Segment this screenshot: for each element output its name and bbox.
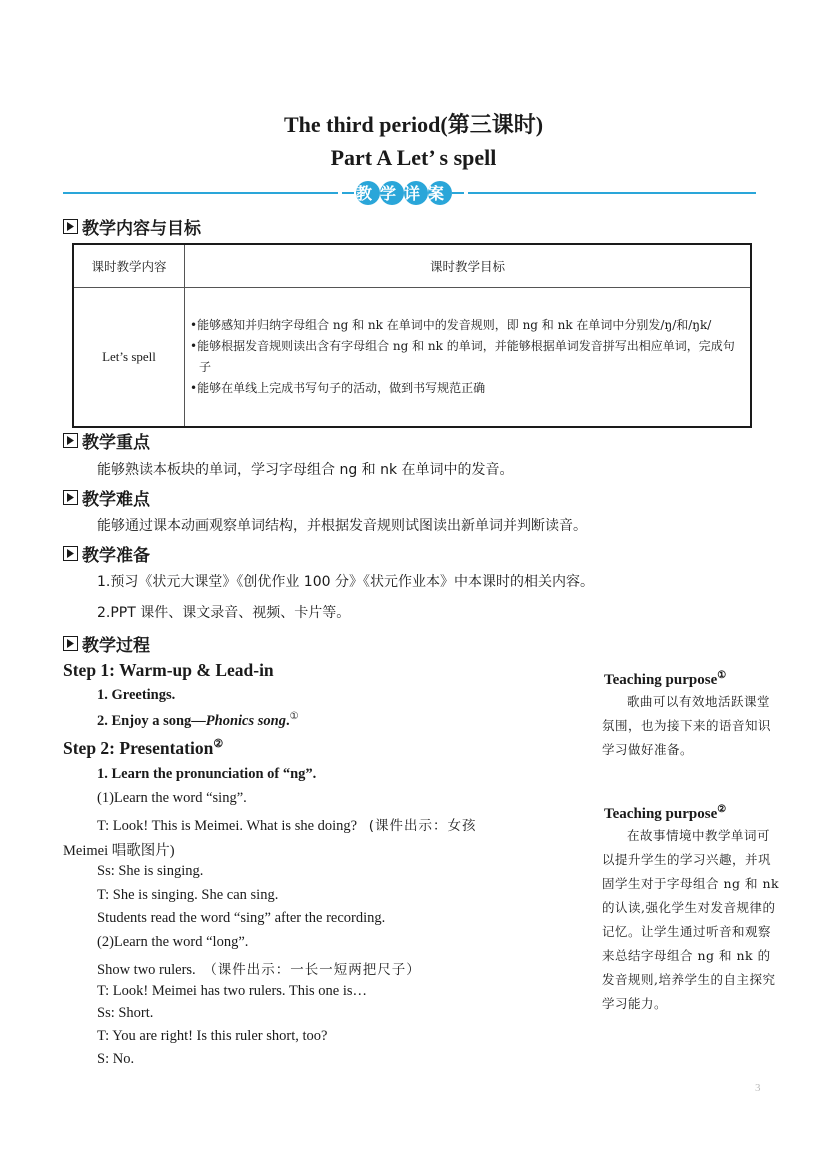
step2-heading: Step 2: Presentation② <box>63 737 224 758</box>
process-line: S: No. <box>97 1051 135 1067</box>
process-line: (2)Learn the word “long”. <box>97 934 249 950</box>
process-line: Ss: She is singing. <box>97 863 204 879</box>
key-points-text: 能够熟读本板块的单词，学习字母组合 ng 和 nk 在单词中的发音。 <box>97 462 514 478</box>
preparation-item: 2.PPT 课件、课文录音、视频、卡片等。 <box>97 605 351 621</box>
song-name: Phonics song <box>205 712 286 729</box>
goal-item: •能够感知并归纳字母组合 ng 和 nk 在单词中的发音规则，即 ng 和 nk 在单词中分别发/ŋ/和/ŋk/ <box>190 318 712 332</box>
banner-badge <box>338 179 468 207</box>
process-line: (1)Learn the word “sing”. <box>97 790 247 806</box>
page-title: The third period(第三课时) <box>283 112 544 137</box>
process-line: T: You are right! Is this ruler short, too? <box>97 1028 328 1044</box>
triangle-icon <box>63 636 78 651</box>
banner-text: 教学详案 <box>355 184 453 203</box>
goal-item: •能够在单线上完成书写句子的活动，做到书写规范正确 <box>190 381 486 395</box>
process-line: Meimei 唱歌图片) <box>63 843 175 859</box>
section-heading-key-points: 教学重点 <box>63 428 150 453</box>
step1-greetings: 1. Greetings. <box>97 687 176 703</box>
section-heading-content-goals: 教学内容与目标 <box>63 214 201 239</box>
section-heading-preparation: 教学准备 <box>63 541 150 566</box>
goals-table <box>72 243 752 428</box>
page-subtitle: Part A Let’ s spell <box>330 145 497 170</box>
process-line: Show two rulers. （课件出示：一长一短两把尺子） <box>97 962 421 978</box>
step1-song: 2. Enjoy a song—Phonics song.① <box>97 711 299 729</box>
teaching-purpose-1-text: 歌曲可以有效地活跃课堂氛围，也为接下来的语音知识学习做好准备。 <box>602 694 772 757</box>
process-line: Ss: Short. <box>97 1005 154 1021</box>
teaching-purpose-2-text: 在故事情境中教学单词可以提升学生的学习兴趣，并巩固学生对于字母组合 ng 和 nk 的认读,强化学生对发音规律的记忆。让学生通过听音和观察来总结字母组合 ng 和 nk 的发音规则,培养学生的自主探究学习能力。 <box>602 828 780 1011</box>
table-header-goals: 课时教学目标 <box>185 244 752 288</box>
triangle-icon <box>63 546 78 561</box>
process-line: Students read the word “sing” after the recording. <box>97 910 386 926</box>
page-number: 3 <box>755 1082 761 1094</box>
section-heading-process: 教学过程 <box>63 631 150 656</box>
process-line: T: Look! Meimei has two rulers. This one is… <box>97 983 368 999</box>
note-mark: ① <box>289 711 299 722</box>
triangle-icon <box>63 433 78 448</box>
section-heading-difficulties: 教学难点 <box>63 485 150 510</box>
note-mark: ② <box>213 738 224 750</box>
triangle-icon <box>63 219 78 234</box>
table-cell-goals <box>185 288 752 428</box>
process-line: T: She is singing. She can sing. <box>97 887 279 903</box>
teaching-purpose-2-title: Teaching purpose② <box>604 804 727 822</box>
table-cell-content: Let’s spell <box>73 288 185 428</box>
goal-item: •能够根据发音规则读出含有字母组合 ng 和 nk 的单词，并能够根据单词发音拼写出相应单词，完成句子 <box>190 339 735 374</box>
table-header-content: 课时教学内容 <box>73 244 185 288</box>
step1-heading: Step 1: Warm-up & Lead-in <box>63 660 274 680</box>
difficulties-text: 能够通过课本动画观察单词结构，并根据发音规则试图读出新单词并判断读音。 <box>97 518 587 534</box>
process-line: T: Look! This is Meimei. What is she doing? (课件出示：女孩 <box>97 818 477 834</box>
triangle-icon <box>63 490 78 505</box>
preparation-item: 1.预习《状元大课堂》《创优作业 100 分》《状元作业本》中本课时的相关内容。 <box>97 574 594 590</box>
sub-step-1: 1. Learn the pronunciation of “ng”. <box>97 766 317 782</box>
teaching-purpose-1-title: Teaching purpose① <box>604 670 727 688</box>
